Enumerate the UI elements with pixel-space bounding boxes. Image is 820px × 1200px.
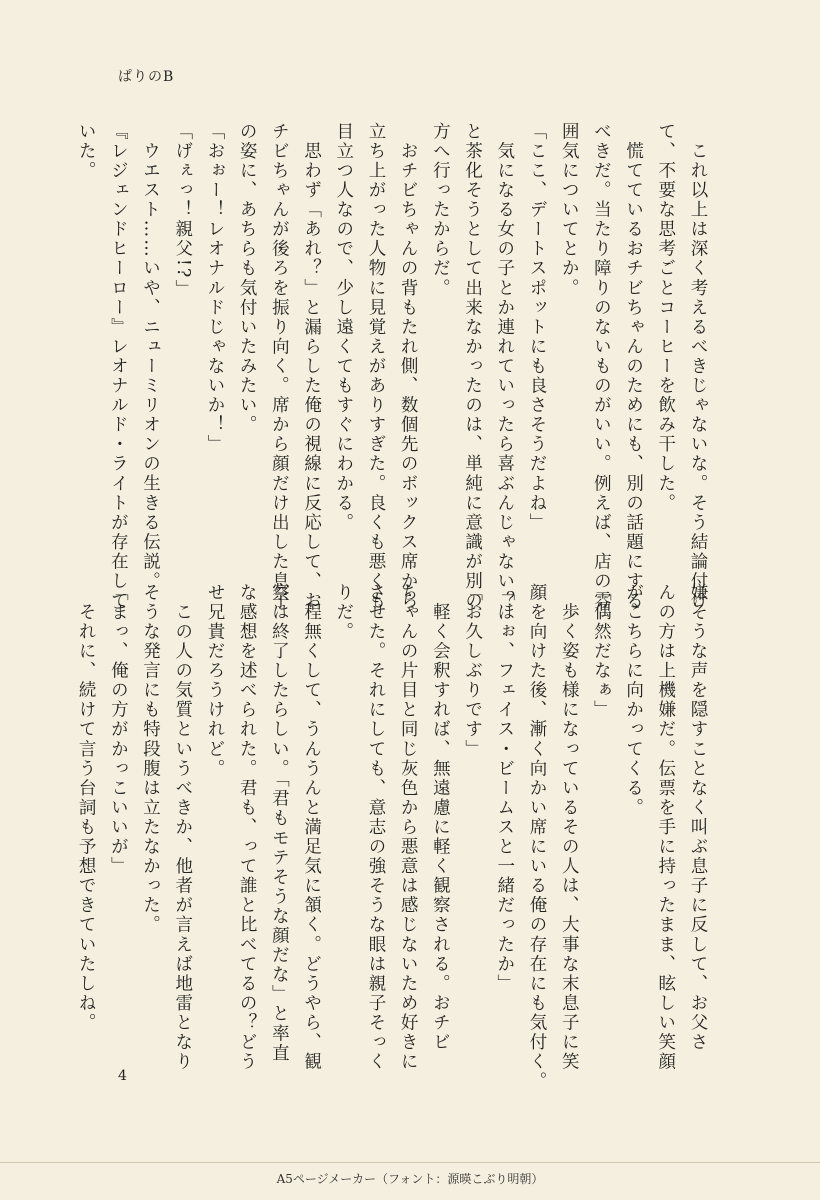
text-line: 「ここ、デートスポットにも良さそうだよね」	[526, 122, 547, 533]
text-line: 「お久しぶりです」	[462, 583, 483, 759]
text-line: せ兄貴だろうけれど。	[204, 583, 225, 779]
page-number: 4	[118, 1068, 127, 1084]
text-line: 目立つ人なので、少し遠くてもすぐにわかる。	[333, 122, 354, 533]
text-line: んの方は上機嫌だ。伝票を手に持ったまま、眩しい笑顔	[655, 583, 676, 1072]
text-line: 方へ行ったからだ。	[430, 122, 451, 298]
text-line: 気になる女の子とか連れていったら喜ぶんじゃない？	[494, 122, 515, 611]
text-line: この人の気質というべきか、他者が言えば地雷となり	[172, 583, 193, 1072]
text-line: 慌てているおチビちゃんのためにも、別の話題にする	[623, 122, 644, 611]
text-line: 思わず「あれ？」と漏らした俺の視線に反応して、お	[301, 122, 322, 611]
text-block-top	[76, 122, 714, 611]
text-line: 察は終了したらしい。「君もモテそうな顔だな」と率直	[269, 583, 290, 1063]
text-line: それに、続けて言う台詞も予想できていたしね。	[76, 583, 97, 1033]
text-line: 『レジェンドヒーロー』レオナルド・ライトが存在して	[108, 122, 129, 611]
text-line: 「ほぉ、フェイス・ビームスと一緒だったか」	[494, 583, 515, 994]
text-line: ちゃんの片目と同じ灰色から悪意は感じないため好きに	[398, 583, 419, 1072]
text-line: チビちゃんが後ろを振り向く。席から顔だけ出した息子	[269, 122, 290, 611]
page-header: ぱりのB	[118, 69, 175, 85]
footer-caption: A5ページメーカー（フォント：源暎こぶり明朝）	[276, 1172, 544, 1186]
text-line: これ以上は深く考えるべきじゃないな。そう結論付け	[688, 122, 708, 611]
text-line: ウエスト……いや、ニューミリオンの生きる伝説。	[140, 122, 161, 592]
text-line: の姿に、あちらも気付いたみたい。	[237, 122, 258, 435]
text-line: て、不要な思考ごとコーヒーを飲み干した。	[655, 122, 676, 513]
text-line: 「げぇっ！親父!?」	[172, 122, 193, 299]
text-line: りだ。	[333, 583, 354, 642]
text-line: 歩く姿も様になっているその人は、大事な末息子に笑	[559, 583, 580, 1072]
text-line: 「おぉー！レオナルドじゃないか！」	[204, 122, 225, 455]
text-line: 「偶然だなぁ」	[591, 583, 612, 720]
text-line: な感想を述べられた。君も、って誰と比べてるの？どう	[237, 583, 258, 1072]
footer-divider	[0, 1162, 820, 1163]
text-line: 顔を向けた後、漸く向かい席にいる俺の存在にも気付く。	[526, 583, 547, 1092]
text-line: 立ち上がった人物に見覚えがありすぎた。良くも悪くも	[365, 122, 386, 611]
text-line: いた。	[76, 122, 97, 181]
text-line: そうな発言にも特段腹は立たなかった。	[140, 583, 161, 935]
text-line: 「まっ、俺の方がかっこいいが」	[108, 583, 129, 877]
text-line: おチビちゃんの背もたれ側、数個先のボックス席から	[398, 122, 419, 611]
text-line: べきだ。当たり障りのないものがいい。例えば、店の雰	[591, 122, 612, 611]
text-line: 囲気についてとか。	[559, 122, 580, 298]
text-line: させた。それにしても、意志の強そうな眼は親子そっく	[365, 583, 386, 1072]
text-block-bottom	[76, 583, 714, 1092]
text-line: と茶化そうとして出来なかったのは、単純に意識が別の	[462, 122, 483, 611]
text-line: 嫌そうな声を隠すことなく叫ぶ息子に反して、お父さ	[688, 583, 708, 1053]
text-line: 程無くして、うんうんと満足気に頷く。どうやら、観	[301, 583, 322, 1072]
text-line: 軽く会釈すれば、無遠慮に軽く観察される。おチビ	[430, 583, 451, 1053]
text-line: がこちらに向かってくる。	[623, 583, 644, 818]
